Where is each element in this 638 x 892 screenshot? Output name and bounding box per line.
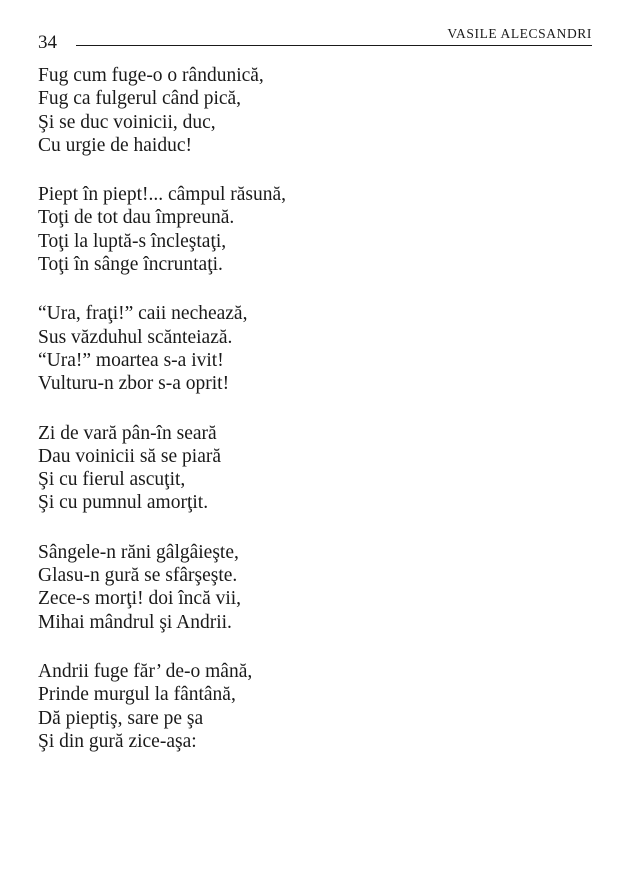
- verse-line: Zi de vară pân-în seară: [38, 422, 217, 444]
- verse-line: Mihai mândrul şi Andrii.: [38, 611, 232, 633]
- verse-line: Şi din gură zice-aşa:: [38, 730, 197, 752]
- page-number: 34: [38, 32, 57, 53]
- verse-line: Fug cum fuge-o o rândunică,: [38, 65, 264, 86]
- verse-line: Şi se duc voinicii, duc,: [38, 111, 216, 133]
- stanza-4: [38, 422, 598, 515]
- stanza-1: [38, 64, 598, 157]
- verse-line: Dau voinicii să se piară: [38, 445, 222, 467]
- verse-line: Toţi de tot dau împreună.: [38, 207, 235, 229]
- verse-line: Fug ca fulgerul când pică,: [38, 88, 242, 110]
- verse-line: Andrii fuge făr’ de-o mână,: [38, 660, 253, 682]
- verse-line: Sângele-n răni gâlgâieşte,: [38, 541, 239, 563]
- verse-line: Sus văzduhul scănteiază.: [38, 326, 233, 348]
- verse-line: Dă pieptiş, sare pe şa: [38, 707, 204, 729]
- stanza-5: [38, 541, 598, 634]
- verse-line: Vulturu-n zbor s-a oprit!: [38, 373, 230, 395]
- verse-line: Piept în piept!... câmpul răsună,: [38, 184, 287, 206]
- poem-body: [38, 64, 598, 779]
- running-head: VASILE ALECSANDRI: [447, 26, 592, 41]
- page-header: [38, 22, 592, 52]
- verse-line: Toţi în sânge încruntaţi.: [38, 254, 223, 276]
- verse-line: Şi cu fierul ascuţit,: [38, 469, 186, 491]
- stanza-6: [38, 660, 598, 753]
- verse-line: Zece-s morţi! doi încă vii,: [38, 588, 242, 610]
- stanza-2: [38, 183, 598, 276]
- verse-line: Cu urgie de haiduc!: [38, 134, 192, 156]
- verse-line: Şi cu pumnul amorţit.: [38, 492, 209, 514]
- verse-line: Toţi la luptă-s încleştaţi,: [38, 230, 227, 252]
- stanza-3: [38, 302, 598, 395]
- header-rule: [76, 45, 592, 46]
- verse-line: “Ura, fraţi!” caii nechează,: [38, 303, 248, 325]
- verse-line: “Ura!” moartea s-a ivit!: [38, 349, 224, 371]
- verse-line: Glasu-n gură se sfârşeşte.: [38, 565, 238, 587]
- verse-line: Prinde murgul la fântână,: [38, 684, 236, 706]
